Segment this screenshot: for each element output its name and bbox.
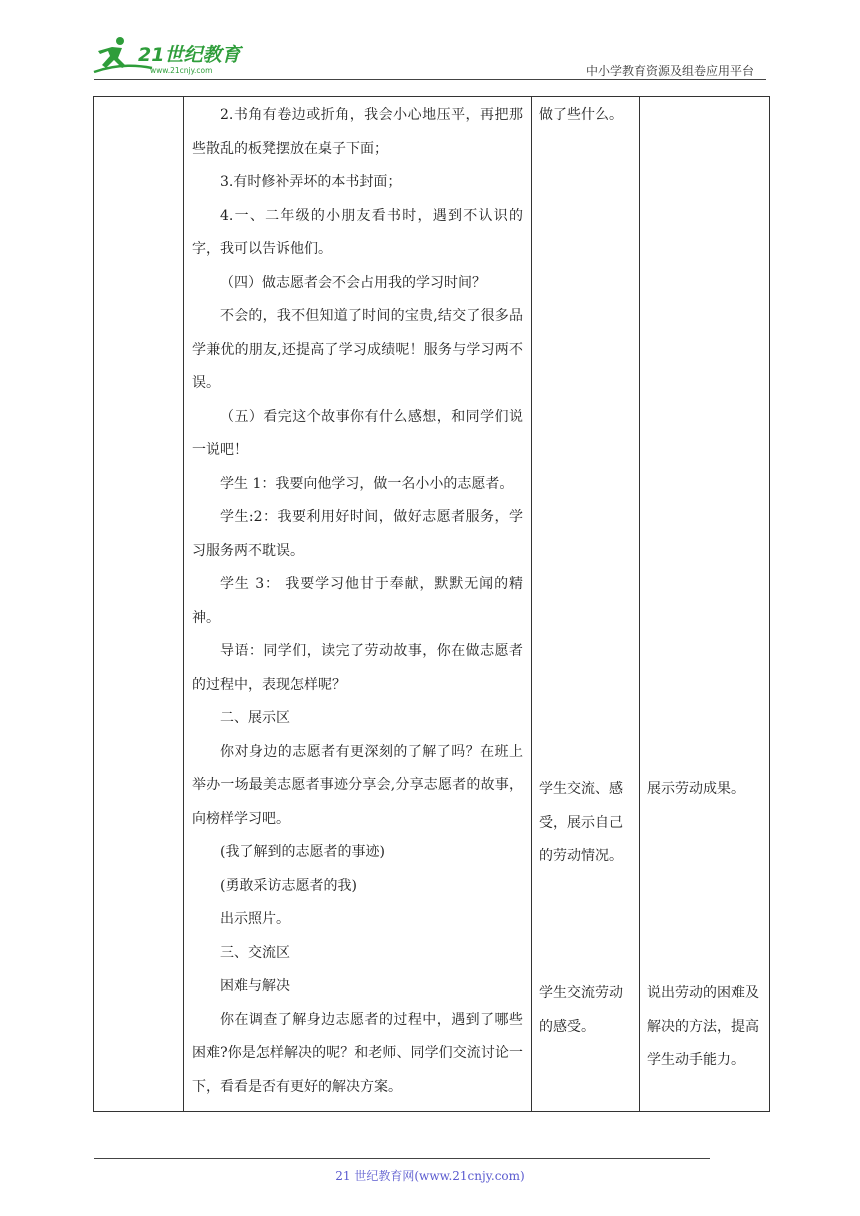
paragraph: （四）做志愿者会不会占用我的学习时间？ bbox=[220, 274, 486, 291]
paragraph: 导语：同学们，读完了劳动故事，你在做志愿者的过程中，表现怎样呢？ bbox=[192, 643, 523, 693]
paragraph: 出示照片。 bbox=[220, 911, 290, 927]
logo-url: www.21cnjy.com bbox=[150, 66, 213, 75]
paragraph: 你在调查了解身边志愿者的过程中，遇到了哪些困难?你是怎样解决的呢？和老师、同学们交流讨论一下，看看是否有更好的解决方案。 bbox=[192, 1011, 523, 1095]
table-row bbox=[94, 97, 770, 1112]
paragraph: 2.书角有卷边或折角，我会小心地压平，再把那些散乱的板凳摆放在桌子下面； bbox=[192, 107, 523, 157]
lesson-table bbox=[93, 96, 770, 1112]
site-logo bbox=[92, 34, 262, 78]
paragraph: 你对身边的志愿者有更深刻的了解了吗？在班上举办一场最美志愿者事迹分享会,分享志愿者的故事，向榜样学习吧。 bbox=[192, 743, 523, 827]
table-cell-blank bbox=[94, 97, 184, 1112]
footer-text: 21 世纪教育网(www.21cnjy.com) bbox=[335, 1169, 525, 1183]
design-intent-text: 说出劳动的困难及解决的方法，提高学生动手能力。 bbox=[647, 985, 759, 1068]
paragraph: （五）看完这个故事你有什么感想，和同学们说一说吧！ bbox=[192, 408, 523, 458]
section-heading: 三、交流区 bbox=[220, 944, 290, 961]
paragraph: 4.一、二年级的小朋友看书时，遇到不认识的字，我可以告诉他们。 bbox=[192, 207, 523, 257]
footer-divider bbox=[94, 1158, 710, 1159]
paragraph: 学生 3： 我要学习他甘于奉献，默默无闻的精神。 bbox=[192, 576, 523, 626]
design-intent-cell bbox=[640, 97, 770, 1112]
student-activity-text: 学生交流、感受，展示自己的劳动情况。 bbox=[539, 781, 623, 864]
paragraph: 学生:2：我要利用好时间，做好志愿者服务，学习服务两不耽误。 bbox=[192, 509, 523, 559]
logo-text: 21世纪教育 bbox=[138, 44, 241, 66]
header-divider bbox=[94, 79, 766, 80]
paragraph: 3.有时修补弄坏的本书封面； bbox=[220, 174, 402, 190]
header-tagline: 中小学教育资源及组卷应用平台 bbox=[585, 64, 754, 78]
section-heading: 二、展示区 bbox=[220, 710, 290, 726]
paragraph: (勇敢采访志愿者的我) bbox=[220, 877, 357, 894]
student-activity-text: 做了些什么。 bbox=[539, 107, 623, 123]
student-activity-cell bbox=[532, 97, 640, 1112]
paragraph: 困难与解决 bbox=[220, 978, 290, 994]
student-activity-text: 学生交流劳动的感受。 bbox=[539, 985, 623, 1035]
paragraph: (我了解到的志愿者的事迹) bbox=[220, 844, 385, 860]
paragraph: 不会的，我不但知道了时间的宝贵,结交了很多品学兼优的朋友,还提高了学习成绩呢！服务与学习两不误。 bbox=[192, 308, 523, 391]
paragraph: 学生 1：我要向他学习，做一名小小的志愿者。 bbox=[220, 475, 514, 492]
design-intent-text: 展示劳动成果。 bbox=[647, 781, 745, 797]
teaching-process-cell bbox=[184, 97, 532, 1112]
